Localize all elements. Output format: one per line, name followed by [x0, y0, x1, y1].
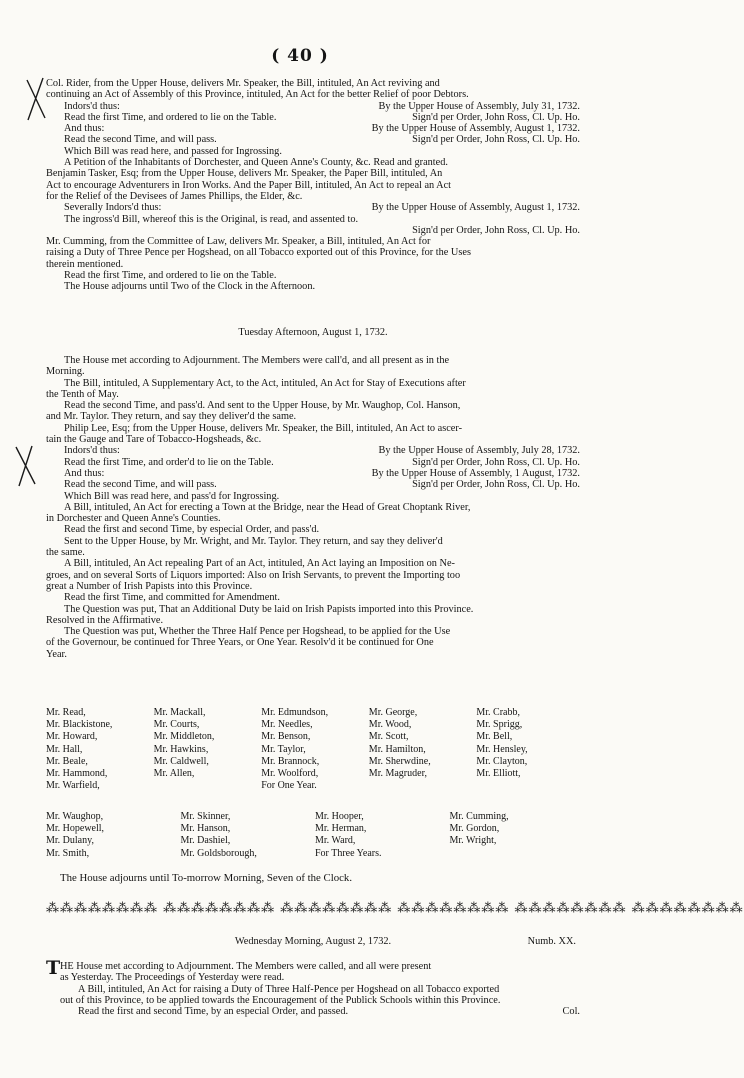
vote-name-cell: Mr. Hensley,: [476, 743, 528, 755]
numb-label: Numb. XX.: [527, 936, 576, 947]
line-text: Read the first Time, and order'd to lie on the Table.: [64, 456, 274, 468]
vote-name-cell: Mr. Clayton,: [476, 755, 528, 767]
vote-name-cell: For One Year.: [261, 780, 317, 792]
text-line: [46, 123, 580, 134]
text-line: [46, 78, 580, 89]
text-line: [46, 626, 580, 637]
text-line: [46, 457, 580, 468]
line-right-text: [574, 259, 580, 270]
line-right-text: [574, 961, 580, 972]
line-right-text: Col.: [562, 1006, 580, 1018]
line-right-text: [574, 502, 580, 513]
text-line: [46, 547, 580, 558]
text-line: [46, 134, 580, 145]
line-right-text: [574, 89, 580, 100]
line-right-text: [574, 604, 580, 615]
text-line: [46, 411, 580, 422]
vote-name-cell: Mr. Wood,: [368, 719, 412, 731]
line-right-text: [574, 236, 580, 247]
vote-name-cell: Mr. Wright,: [449, 835, 497, 847]
line-text: The House met according to Adjournment. The Members were call'd, and all present as in the: [64, 355, 450, 366]
line-text: HE House met according to Adjournment. The Members were called, and all were present: [60, 961, 432, 972]
line-text: Year.: [46, 648, 67, 660]
line-right-text: [574, 995, 580, 1006]
vote-name-cell: Mr. Hammond,: [46, 768, 108, 780]
text-line: [46, 649, 580, 660]
line-right-text: Sign'd per Order, John Ross, Cl. Up. Ho.: [412, 224, 580, 236]
line-text: Col. Rider, from the Upper House, delivers Mr. Speaker, the Bill, intituled, An Act reviving and: [46, 78, 440, 89]
line-text: Read the first and second Time, by especial Order, and pass'd.: [64, 524, 320, 536]
vote-name-cell: Mr. Magruder,: [368, 768, 427, 780]
vote-name-cell: Mr. Elliott,: [476, 768, 521, 780]
text-line: [46, 524, 580, 535]
handwritten-x-mark: [24, 76, 48, 122]
line-text: Philip Lee, Esq; from the Upper House, delivers Mr. Speaker, the Bill, intituled, An Act to ascer-: [64, 422, 463, 434]
text-line: [46, 168, 580, 179]
line-right-text: [574, 168, 580, 179]
vote-name-cell: Mr. Waughop,: [46, 811, 104, 822]
text-line: [46, 366, 580, 377]
text-line: [46, 89, 580, 100]
line-right-text: By the Upper House of Assembly, July 31, 1732.: [378, 100, 580, 112]
line-text: Read the first and second Time, by an especial Order, and passed.: [78, 1006, 349, 1018]
text-line: [46, 101, 580, 112]
text-line: [46, 202, 580, 213]
text-line: [60, 995, 580, 1006]
line-text: Read the first Time, and committed for Amendment.: [64, 592, 280, 604]
text-line: [46, 637, 580, 648]
proceedings-block-morning: [46, 78, 580, 293]
vote-name-cell: For Three Years.: [315, 847, 382, 859]
line-right-text: By the Upper House of Assembly, August 1, 1732.: [371, 123, 580, 135]
vote-name-cell: Mr. Hawkins,: [153, 743, 209, 755]
drop-cap: T: [46, 957, 61, 979]
line-right-text: [574, 558, 580, 569]
line-text: Sent to the Upper House, by Mr. Wright, and Mr. Taylor. They return, and say they deliver'd: [64, 535, 443, 547]
vote-name-cell: Mr. Skinner,: [180, 811, 231, 822]
line-right-text: Sign'd per Order, John Ross, Cl. Up. Ho.: [412, 479, 580, 491]
line-text: tain the Gauge and Tare of Tobacco-Hogsheads, &c.: [46, 434, 262, 446]
text-line: [46, 581, 580, 592]
text-line: [60, 972, 580, 983]
vote-name-cell: Mr. Benson,: [261, 731, 311, 743]
vote-name-cell: Mr. Beale,: [46, 755, 88, 767]
text-line: [46, 604, 580, 615]
line-text: as Yesterday. The Proceedings of Yesterday were read.: [60, 972, 285, 984]
line-text: Which Bill was read here, and passed for Ingrossing.: [64, 145, 282, 157]
text-line: [46, 513, 580, 524]
text-line: [46, 180, 580, 191]
line-text: Indors'd thus:: [64, 100, 120, 112]
line-text: continuing an Act of Assembly of this Province, intituled, An Act for the better Relief of poor Debtors.: [46, 89, 469, 101]
line-right-text: [574, 270, 580, 281]
text-line: [46, 225, 580, 236]
line-text: Read the first Time, and ordered to lie on the Table.: [64, 111, 277, 123]
vote-name-cell: Mr. Taylor,: [261, 743, 306, 755]
vote-name-cell: [476, 780, 580, 792]
line-text: raising a Duty of Three Pence per Hogshead, on all Tobacco exported out of this Province, for the Uses: [46, 247, 471, 259]
text-line: [46, 270, 580, 281]
vote-name-cell: [154, 780, 258, 792]
vote-name-cell: Mr. Mackall,: [153, 707, 206, 718]
line-right-text: [574, 615, 580, 626]
text-line: [46, 281, 580, 292]
vote-name-cell: Mr. Sprigg,: [476, 719, 523, 731]
text-line: [60, 984, 580, 995]
line-text: A Bill, intituled, An Act for erecting a Town at the Bridge, near the Head of Great Choptank River,: [64, 501, 471, 513]
text-line: [46, 502, 580, 513]
vote-name-cell: Mr. Dulany,: [46, 835, 94, 847]
text-line: [46, 445, 580, 456]
line-text: of the Governour, be continued for Three Years, or One Year. Resolv'd it be continued for One: [46, 637, 434, 649]
line-right-text: [574, 423, 580, 434]
vote-name-cell: Mr. Blackistone,: [46, 719, 113, 731]
line-right-text: [574, 281, 580, 292]
vote-name-cell: Mr. Middleton,: [153, 731, 215, 743]
line-text: Which Bill was read here, and pass'd for Ingrossing.: [64, 490, 280, 502]
vote-name-cell: Mr. Hooper,: [315, 811, 364, 822]
line-text: The Question was put, That an Additional Duty be laid on Irish Papists imported into this Province.: [64, 603, 474, 615]
text-line: [46, 146, 580, 157]
line-right-text: [574, 581, 580, 592]
text-line: [46, 112, 580, 123]
text-line: [46, 570, 580, 581]
text-line: [46, 491, 580, 502]
vote-name-cell: [450, 848, 581, 860]
line-text: in Dorchester and Queen Anne's Counties.: [46, 513, 221, 525]
text-line: [46, 355, 580, 366]
line-text: The House adjourns until Two of the Clock in the Afternoon.: [64, 281, 316, 293]
vote-name-cell: Mr. Caldwell,: [153, 755, 209, 767]
vote-name-cell: Mr. Gordon,: [449, 823, 500, 835]
proceedings-block-wednesday: [60, 961, 580, 1017]
vote-name-cell: Mr. Read,: [46, 707, 86, 718]
line-right-text: By the Upper House of Assembly, July 28, 1732.: [378, 445, 580, 457]
line-text: Indors'd thus:: [64, 445, 120, 457]
text-line: [46, 191, 580, 202]
line-text: the Tenth of May.: [46, 388, 119, 400]
text-line: [60, 1006, 580, 1017]
line-right-text: [574, 637, 580, 648]
line-text: Read the second Time, and will pass.: [64, 479, 217, 491]
vote-name-cell: Mr. Goldsborough,: [180, 847, 257, 859]
line-text: for the Relief of the Devisees of James Phillips, the Elder, &c.: [46, 190, 303, 202]
line-text: A Bill, intituled, An Act repealing Part of an Act, intituled, An Act laying an Imposition on Ne-: [64, 558, 455, 570]
line-text: And thus:: [64, 123, 105, 135]
vote-name-cell: Mr. Hanson,: [180, 823, 231, 835]
line-text: Act to encourage Adventurers in Iron Works. And the Paper Bill, intituled, An Act to repeal an Act: [46, 179, 452, 191]
vote-name-cell: Mr. George,: [368, 707, 418, 718]
vote-name-cell: Mr. Herman,: [315, 823, 367, 835]
line-text: out of this Province, to be applied towards the Encouragement of the Publick Schools within this Province.: [60, 994, 501, 1006]
line-right-text: [574, 592, 580, 603]
line-right-text: [574, 411, 580, 422]
line-right-text: [574, 247, 580, 258]
line-text: great a Number of Irish Papists into this Province.: [46, 580, 253, 592]
line-right-text: [574, 378, 580, 389]
vote-name-cell: Mr. Edmundson,: [261, 707, 329, 718]
text-line: [46, 479, 580, 490]
line-right-text: [574, 355, 580, 366]
vote-one-year: [46, 707, 580, 792]
vote-name-cell: Mr. Howard,: [46, 731, 98, 743]
text-line: [46, 615, 580, 626]
vote-name-cell: Mr. Smith,: [46, 847, 90, 859]
line-right-text: [574, 626, 580, 637]
text-line: [46, 389, 580, 400]
vote-name-cell: [369, 780, 473, 792]
line-text: therein mentioned.: [46, 258, 124, 270]
adjourn-line: The House adjourns until To-morrow Morning, Seven of the Clock.: [60, 872, 353, 884]
line-right-text: [574, 400, 580, 411]
line-text: and Mr. Taylor. They return, and say they deliver'd the same.: [46, 411, 297, 423]
line-text: the same.: [46, 547, 85, 559]
vote-name-cell: Mr. Hall,: [46, 743, 83, 755]
text-line: [60, 961, 580, 972]
line-right-text: By the Upper House of Assembly, 1 August, 1732.: [371, 467, 580, 479]
line-text: Read the first Time, and ordered to lie on the Table.: [64, 270, 277, 282]
vote-name-cell: Mr. Allen,: [153, 768, 195, 780]
vote-name-cell: Mr. Bell,: [476, 731, 513, 743]
line-right-text: [574, 524, 580, 535]
line-right-text: Sign'd per Order, John Ross, Cl. Up. Ho.: [412, 111, 580, 123]
vote-name-cell: Mr. Needles,: [261, 719, 313, 731]
vote-name-cell: Mr. Hamilton,: [368, 743, 426, 755]
line-right-text: [574, 389, 580, 400]
afternoon-heading: Tuesday Afternoon, August 1, 1732.: [238, 327, 388, 338]
line-right-text: Sign'd per Order, John Ross, Cl. Up. Ho.: [412, 134, 580, 146]
line-text: Read the second Time, and pass'd. And sent to the Upper House, by Mr. Waughop, Col. Hanson,: [64, 400, 461, 412]
text-line: [46, 423, 580, 434]
line-text: Benjamin Tasker, Esq; from the Upper House, delivers Mr. Speaker, the Paper Bill, intituled, An: [46, 168, 443, 180]
line-text: Morning.: [46, 366, 85, 378]
line-text: A Bill, intituled, An Act for raising a Duty of Three Half-Pence per Hogshead on all Tobacco exported: [78, 983, 500, 995]
line-right-text: [574, 972, 580, 983]
line-right-text: [574, 649, 580, 660]
line-right-text: [574, 214, 580, 225]
line-right-text: [574, 513, 580, 524]
line-right-text: [574, 536, 580, 547]
adjourn-wrap: [60, 873, 594, 884]
line-right-text: [574, 146, 580, 157]
line-text: And thus:: [64, 467, 105, 479]
line-right-text: [574, 547, 580, 558]
vote-name-cell: Mr. Warfield,: [46, 780, 100, 792]
line-text: The Bill, intituled, A Supplementary Act, to the Act, intituled, An Act for Stay of Executions after: [64, 377, 466, 389]
vote-name-cell: Mr. Cumming,: [449, 811, 509, 822]
text-line: [46, 400, 580, 411]
line-right-text: Sign'd per Order, John Ross, Cl. Up. Ho.: [412, 456, 580, 468]
vote-name-cell: Mr. Dashiel,: [180, 835, 231, 847]
vote-name-cell: Mr. Woolford,: [261, 768, 319, 780]
line-right-text: By the Upper House of Assembly, August 1, 1732.: [371, 202, 580, 214]
line-right-text: [574, 366, 580, 377]
vote-name-cell: Mr. Courts,: [153, 719, 200, 731]
vote-name-cell: Mr. Ward,: [315, 835, 356, 847]
text-line: [46, 378, 580, 389]
line-text: Severally Indors'd thus:: [64, 202, 162, 214]
text-line: [46, 592, 580, 603]
line-right-text: [574, 191, 580, 202]
line-text: The ingross'd Bill, whereof this is the Original, is read, and assented to.: [64, 213, 359, 225]
vote-name-cell: Mr. Sherwdine,: [368, 755, 431, 767]
afternoon-heading-wrap: [46, 327, 580, 338]
line-text: Read the second Time, and will pass.: [64, 134, 217, 146]
line-right-text: [574, 570, 580, 581]
text-line: [46, 247, 580, 258]
line-text: groes, and on several Sorts of Liquors imported: Also on Irish Servants, to prevent the Importing too: [46, 569, 461, 581]
text-line: [46, 468, 580, 479]
page-number: ( 40 ): [271, 46, 329, 66]
text-line: [46, 434, 580, 445]
vote-name-cell: Mr. Crabb,: [476, 707, 520, 718]
proceedings-block-afternoon: [46, 355, 580, 660]
handwritten-x-mark: [14, 444, 38, 488]
vote-name-cell: Mr. Brannock,: [261, 755, 320, 767]
wednesday-heading-wrap: [46, 936, 580, 948]
ornament-divider: ⁂⁂⁂⁂⁂⁂⁂⁂ ⁂⁂⁂⁂⁂⁂⁂⁂ ⁂⁂⁂⁂⁂⁂⁂⁂ ⁂⁂⁂⁂⁂⁂⁂⁂ ⁂⁂⁂⁂⁂⁂⁂⁂ ⁂⁂⁂⁂⁂⁂⁂⁂: [46, 901, 744, 916]
vote-name-cell: Mr. Scott,: [368, 731, 409, 743]
line-right-text: [574, 491, 580, 502]
vote-name-cell: Mr. Hopewell,: [46, 823, 105, 835]
wednesday-heading: Wednesday Morning, August 2, 1732.: [234, 936, 392, 947]
line-right-text: [574, 78, 580, 89]
text-line: [46, 536, 580, 547]
line-text: A Petition of the Inhabitants of Dorchester, and Queen Anne's County, &c. Read and granted.: [64, 157, 448, 169]
line-right-text: [574, 434, 580, 445]
line-text: The Question was put, Whether the Three Half Pence per Hogshead, to be applied for the Use: [64, 626, 451, 638]
text-line: [46, 214, 580, 225]
line-text: Mr. Cumming, from the Committee of Law, delivers Mr. Speaker, a Bill, intituled, An Act for: [46, 236, 431, 248]
line-right-text: [574, 180, 580, 191]
line-right-text: [574, 157, 580, 168]
line-text: Resolved in the Affirmative.: [46, 614, 164, 626]
text-line: [46, 157, 580, 168]
text-line: [46, 259, 580, 270]
text-line: [46, 236, 580, 247]
text-line: [46, 558, 580, 569]
line-right-text: [574, 984, 580, 995]
vote-three-years: [46, 811, 580, 860]
